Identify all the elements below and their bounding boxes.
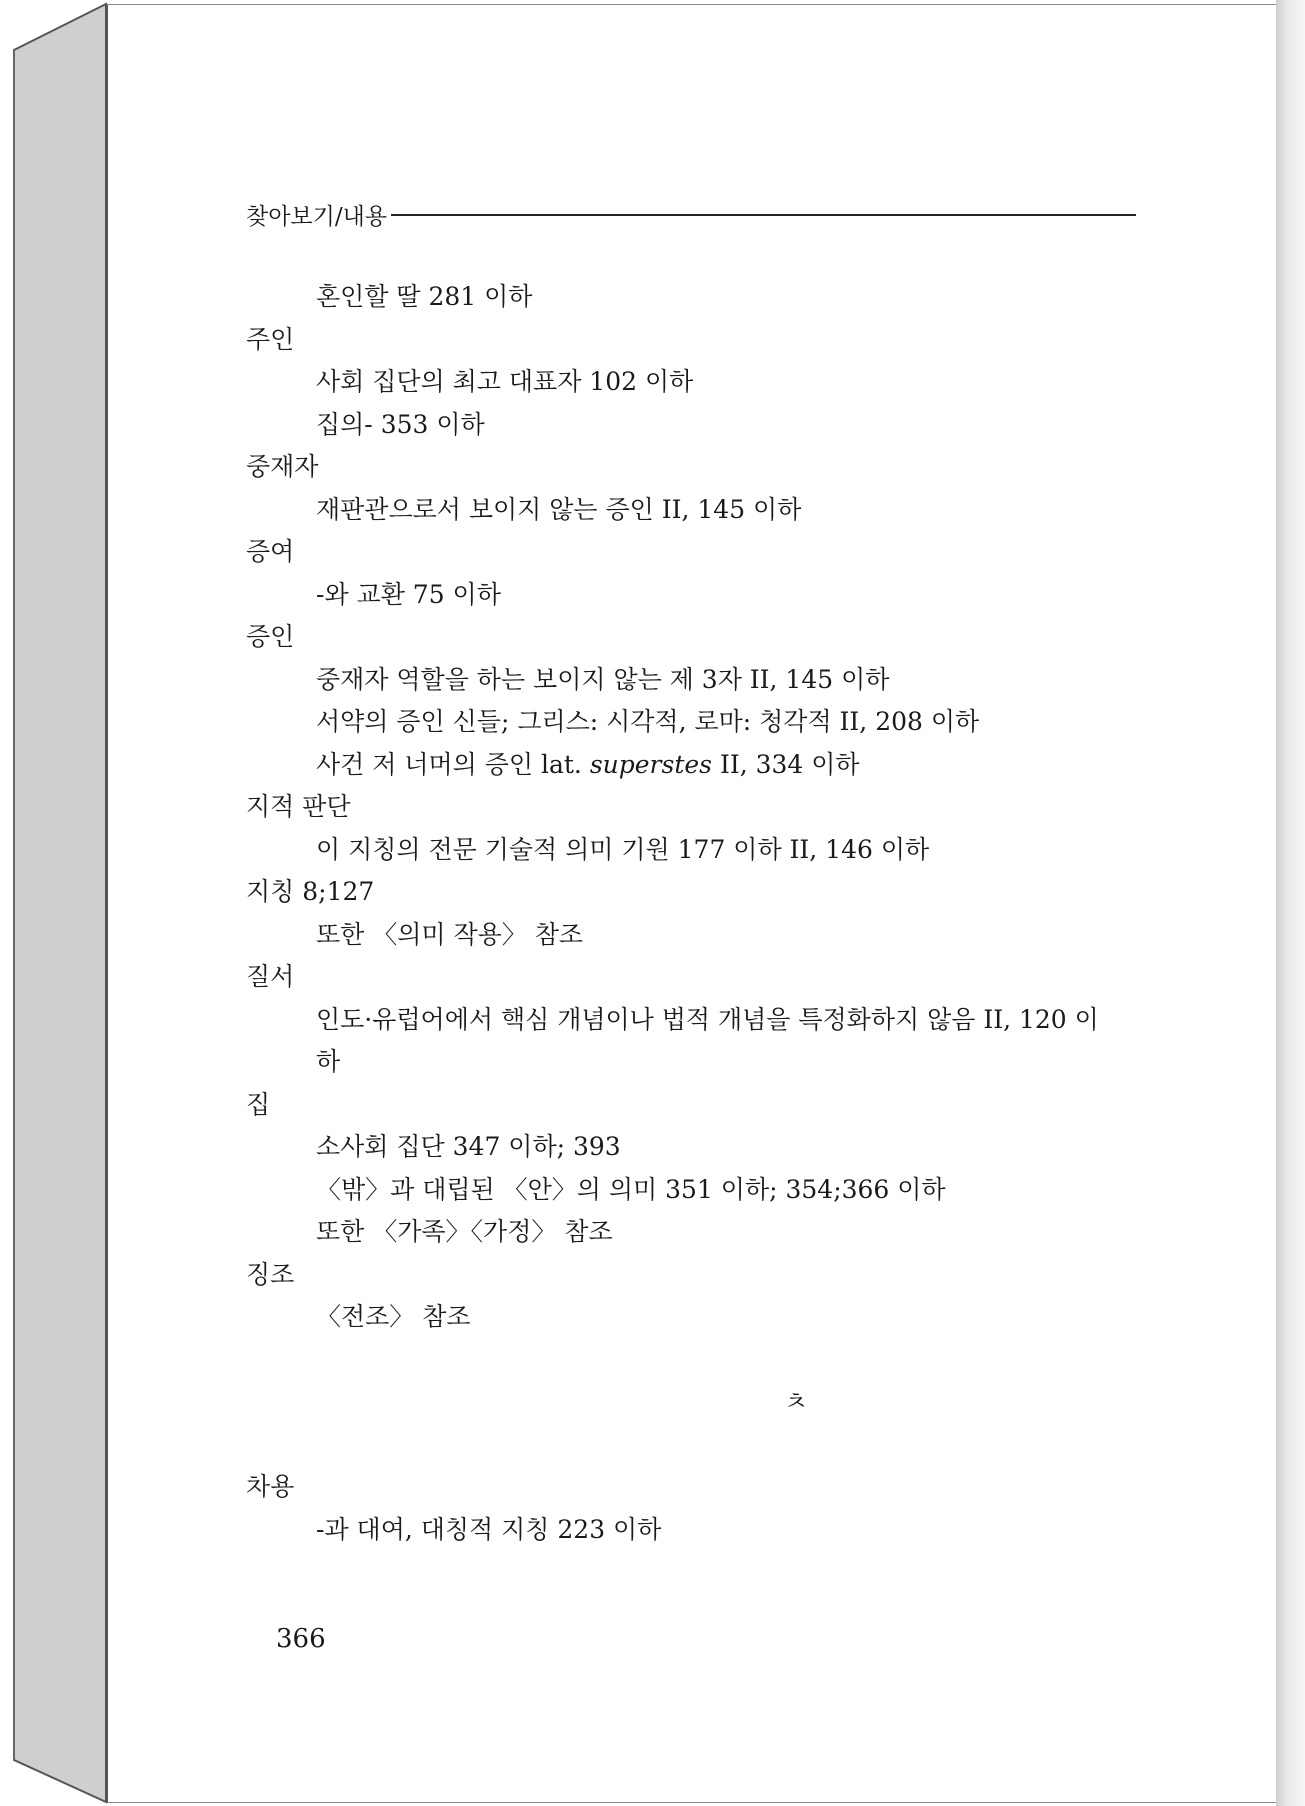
index-subentry-wrapped-1: 인도·유럽어에서 핵심 개념이나 법적 개념을 특정화하지 않음 II, 120 이 — [316, 1004, 1099, 1034]
index-headword: 차용 — [246, 1472, 295, 1501]
running-head-title: 찾아보기/내용 — [246, 203, 388, 230]
index-subentry: 또한 〈가족〉〈가정〉 참조 — [316, 1217, 613, 1246]
index-subentry: -과 대여, 대칭적 지칭 223 이하 — [316, 1514, 662, 1544]
index-subentry: 소사회 집단 347 이하; 393 — [316, 1132, 621, 1161]
index-subentry: 중재자 역할을 하는 보이지 않는 제 3자 II, 145 이하 — [316, 664, 890, 694]
running-head-rule — [391, 214, 1136, 216]
index-subentry-superstes — [246, 744, 1146, 787]
page-number: 366 — [276, 1624, 326, 1654]
index-subentry: 이 지칭의 전문 기술적 의미 기원 177 이하 II, 146 이하 — [316, 834, 930, 864]
index-entries — [246, 276, 1146, 1551]
index-headword: 중재자 — [246, 452, 319, 481]
subentry-text: II, 334 이하 — [712, 749, 860, 779]
index-headword: 증여 — [246, 537, 295, 566]
index-subentry: 집의- 353 이하 — [316, 409, 485, 439]
latin-term: superstes — [589, 749, 713, 779]
index-subentry: -와 교환 75 이하 — [316, 579, 501, 609]
index-headword: 지칭 8;127 — [246, 877, 375, 906]
index-subentry-wrapped-2: 하 — [316, 1047, 341, 1076]
index-headword: 질서 — [246, 962, 295, 991]
index-subentry: 〈전조〉 참조 — [316, 1302, 471, 1331]
index-subentry: 〈밖〉과 대립된 〈안〉의 의미 351 이하; 354;366 이하 — [316, 1174, 946, 1204]
index-subentry: 서약의 증인 신들; 그리스: 시각적, 로마: 청각적 II, 208 이하 — [316, 707, 980, 736]
index-headword: 징조 — [246, 1259, 295, 1289]
index-subentry: 재판관으로서 보이지 않는 증인 II, 145 이하 — [316, 494, 802, 524]
index-headword: 지적 판단 — [246, 792, 351, 821]
index-subentry: 혼인할 딸 281 이하 — [316, 282, 533, 311]
running-head — [246, 194, 1136, 234]
index-headword: 주인 — [246, 324, 295, 354]
index-subentry: 또한 〈의미 작용〉 참조 — [316, 919, 584, 949]
section-letter: ㅊ — [783, 1387, 809, 1416]
index-headword: 증인 — [246, 622, 295, 651]
index-headword: 집 — [246, 1089, 271, 1119]
index-subentry: 사회 집단의 최고 대표자 102 이하 — [316, 367, 694, 396]
subentry-text: 사건 저 너머의 증인 lat. — [316, 749, 590, 779]
spacer — [246, 1339, 1146, 1382]
page-right-edge — [1276, 0, 1305, 1806]
spacer — [246, 1424, 1146, 1467]
